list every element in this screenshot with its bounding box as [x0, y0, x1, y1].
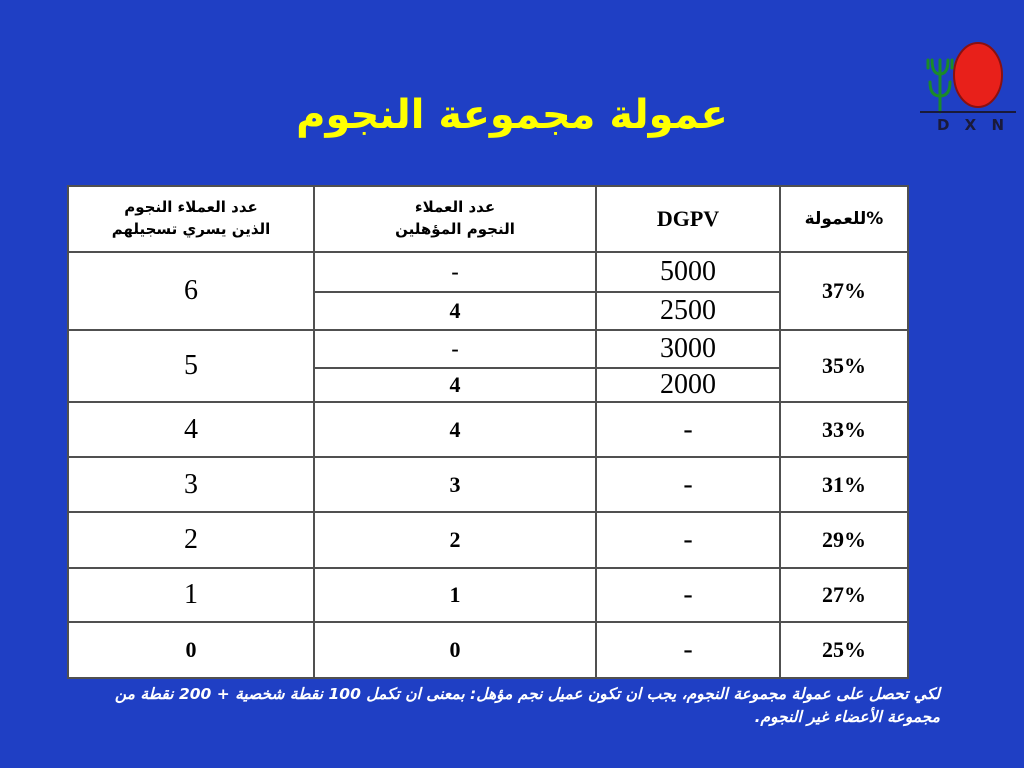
- header-dgpv: DGPV: [596, 186, 780, 252]
- stars-cell: 0: [68, 622, 314, 678]
- stars-cell: 1: [68, 568, 314, 622]
- dgpv-cell: 5000: [596, 252, 780, 292]
- dgpv-cell: -: [596, 402, 780, 457]
- header-qualified-stars: عدد العملاء النجوم المؤهلين: [314, 186, 596, 252]
- table-row: [68, 512, 908, 568]
- stars-cell: 4: [68, 402, 314, 457]
- commission-cell: 37%: [780, 252, 908, 330]
- table-row: [68, 252, 908, 292]
- commission-cell: 29%: [780, 512, 908, 568]
- qualified-cell: 4: [314, 292, 596, 330]
- stars-cell: 5: [68, 330, 314, 402]
- table-row: [68, 622, 908, 678]
- qualified-cell: 2: [314, 512, 596, 568]
- table-row: [68, 568, 908, 622]
- dgpv-cell: 2500: [596, 292, 780, 330]
- table-row: [68, 457, 908, 512]
- commission-cell: 25%: [780, 622, 908, 678]
- commission-cell: 27%: [780, 568, 908, 622]
- qualified-cell: 4: [314, 402, 596, 457]
- dgpv-cell: 3000: [596, 330, 780, 368]
- dgpv-cell: -: [596, 457, 780, 512]
- slide-title: عمولة مجموعة النجوم: [296, 92, 728, 138]
- table-header-row: [68, 186, 908, 252]
- dgpv-cell: 2000: [596, 368, 780, 402]
- qualified-cell: 0: [314, 622, 596, 678]
- header-commission-percent: %للعمولة: [780, 186, 908, 252]
- qualified-cell: -: [314, 252, 596, 292]
- qualified-cell: 4: [314, 368, 596, 402]
- stars-cell: 2: [68, 512, 314, 568]
- table-row: [68, 330, 908, 368]
- footnote: لكي تحصل على عمولة مجموعة النجوم، يجب ان تكون عميل نجم مؤهل: بمعنى ان تكمل 100 نقطة شخصية + 200 نقطة من مجموعة الأعضاء غير النجوم.: [114, 685, 940, 726]
- commission-cell: 33%: [780, 402, 908, 457]
- commission-cell: 35%: [780, 330, 908, 402]
- table-row: [68, 402, 908, 457]
- stars-cell: 6: [68, 252, 314, 330]
- stars-cell: 3: [68, 457, 314, 512]
- dgpv-cell: -: [596, 568, 780, 622]
- commission-table: [67, 185, 909, 679]
- logo-wordmark: D X N: [936, 116, 1009, 134]
- qualified-cell: 1: [314, 568, 596, 622]
- qualified-cell: 3: [314, 457, 596, 512]
- dgpv-cell: -: [596, 622, 780, 678]
- header-registered-stars: عدد العملاء النجوم الذين يسري تسجيلهم: [68, 186, 314, 252]
- qualified-cell: -: [314, 330, 596, 368]
- dgpv-cell: -: [596, 512, 780, 568]
- commission-cell: 31%: [780, 457, 908, 512]
